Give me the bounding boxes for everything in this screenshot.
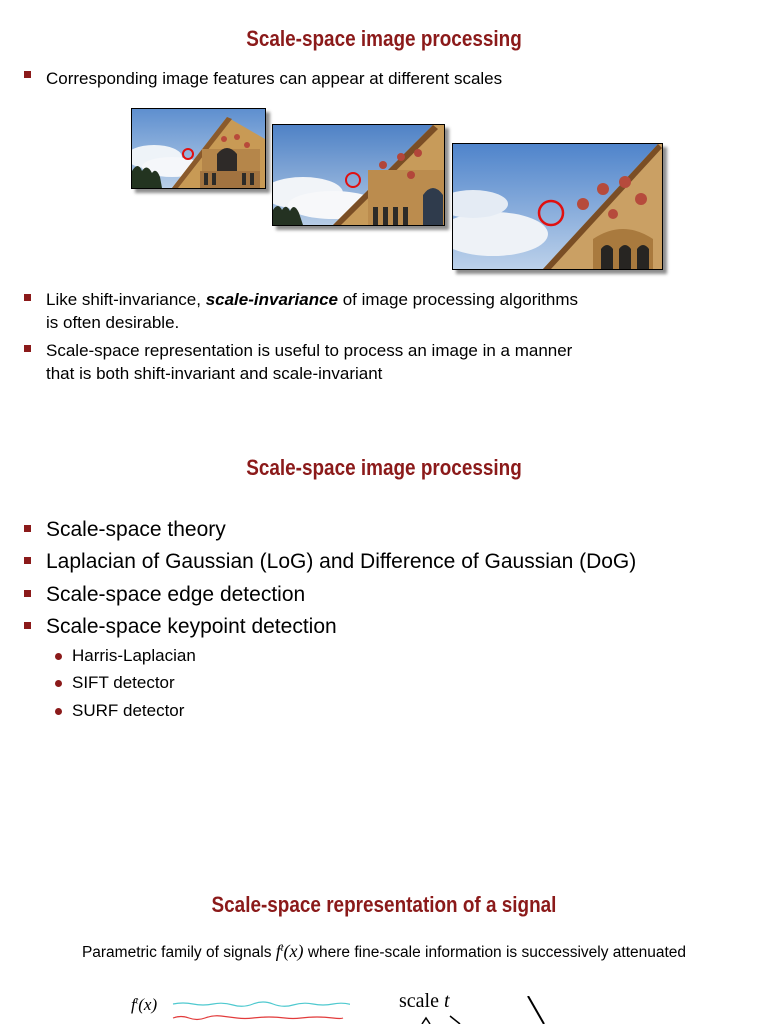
bullet-text-line1: Scale-space representation is useful to process an image in a manner — [46, 341, 573, 360]
sentence-x: (x) — [283, 941, 304, 961]
subitem-marker — [55, 680, 62, 687]
bullet-marker — [24, 525, 31, 532]
slide2-subitem — [55, 701, 184, 721]
sentence-f: f — [275, 941, 281, 961]
slide2-item — [24, 549, 636, 575]
sentence-sup: t — [280, 942, 284, 954]
church-photo-small-image — [132, 109, 265, 188]
scale-arrow-up-icon — [422, 1018, 430, 1024]
bullet-text-post: of image processing algorithms — [338, 290, 579, 309]
slide1-bullet-1 — [24, 67, 502, 90]
scale-label-text: scale — [399, 990, 439, 1012]
church-photo-medium-image — [273, 125, 444, 225]
item-text: Scale-space theory — [46, 518, 226, 541]
bullet-marker — [24, 71, 31, 78]
signal-plot — [170, 996, 350, 1024]
scale-arrow-diag — [450, 1016, 460, 1024]
scale-label-var: t — [443, 990, 450, 1012]
subitem-text: SURF detector — [72, 701, 185, 720]
slide1-bullet-2 — [24, 288, 578, 334]
bullet-text: Corresponding image features can appear at different scales — [46, 69, 503, 88]
bullet-text — [46, 288, 578, 334]
bullet-text-line2: is often desirable. — [46, 313, 180, 332]
bullet-marker — [24, 622, 31, 629]
signal-curve-red — [173, 1016, 343, 1020]
slide2-item — [24, 517, 226, 543]
bullet-text-pre: Like shift-invariance, — [46, 290, 206, 309]
plot-label-f: f — [131, 995, 136, 1014]
church-photo-large — [452, 143, 663, 270]
bullet-marker — [24, 294, 31, 301]
item-text: Scale-space edge detection — [46, 583, 306, 606]
sentence-pre: Parametric family of signals — [81, 944, 276, 961]
slide2-item — [24, 614, 337, 640]
subitem-text: SIFT detector — [72, 673, 175, 692]
slide2-subitem — [55, 673, 175, 693]
slide1-title: Scale-space image processing — [246, 26, 522, 51]
bullet-marker — [24, 345, 31, 352]
item-text: Laplacian of Gaussian (LoG) and Difference of Gaussian (DoG) — [46, 550, 637, 573]
subitem-text: Harris-Laplacian — [72, 646, 196, 665]
church-photo-large-image — [453, 144, 662, 269]
subitem-marker — [55, 653, 62, 660]
plot-label — [131, 995, 157, 1015]
plot-label-x: (x) — [138, 995, 158, 1014]
sentence-post: where fine-scale information is successively attenuated — [303, 944, 687, 961]
bullet-text-line2: that is both shift-invariant and scale-invariant — [46, 364, 383, 383]
slide3-title: Scale-space representation of a signal — [211, 892, 557, 917]
church-photo-small — [131, 108, 266, 189]
scale-axis-line — [528, 996, 544, 1024]
bullet-marker — [24, 557, 31, 564]
slide1-bullet-3 — [24, 339, 572, 385]
item-text: Scale-space keypoint detection — [46, 615, 337, 638]
bullet-marker — [24, 590, 31, 597]
slide2-item — [24, 582, 305, 608]
plot-label-sup: t — [135, 995, 139, 1006]
slide3-sentence — [0, 941, 768, 962]
bullet-text — [46, 339, 572, 385]
slide2-subitem — [55, 646, 196, 666]
slide2-title: Scale-space image processing — [246, 455, 522, 480]
scale-axis-arrows — [410, 996, 570, 1024]
bullet-text-emphasis: scale-invariance — [205, 290, 338, 309]
subitem-marker — [55, 708, 62, 715]
signal-curve-cyan — [173, 1002, 350, 1006]
church-photo-medium — [272, 124, 445, 226]
